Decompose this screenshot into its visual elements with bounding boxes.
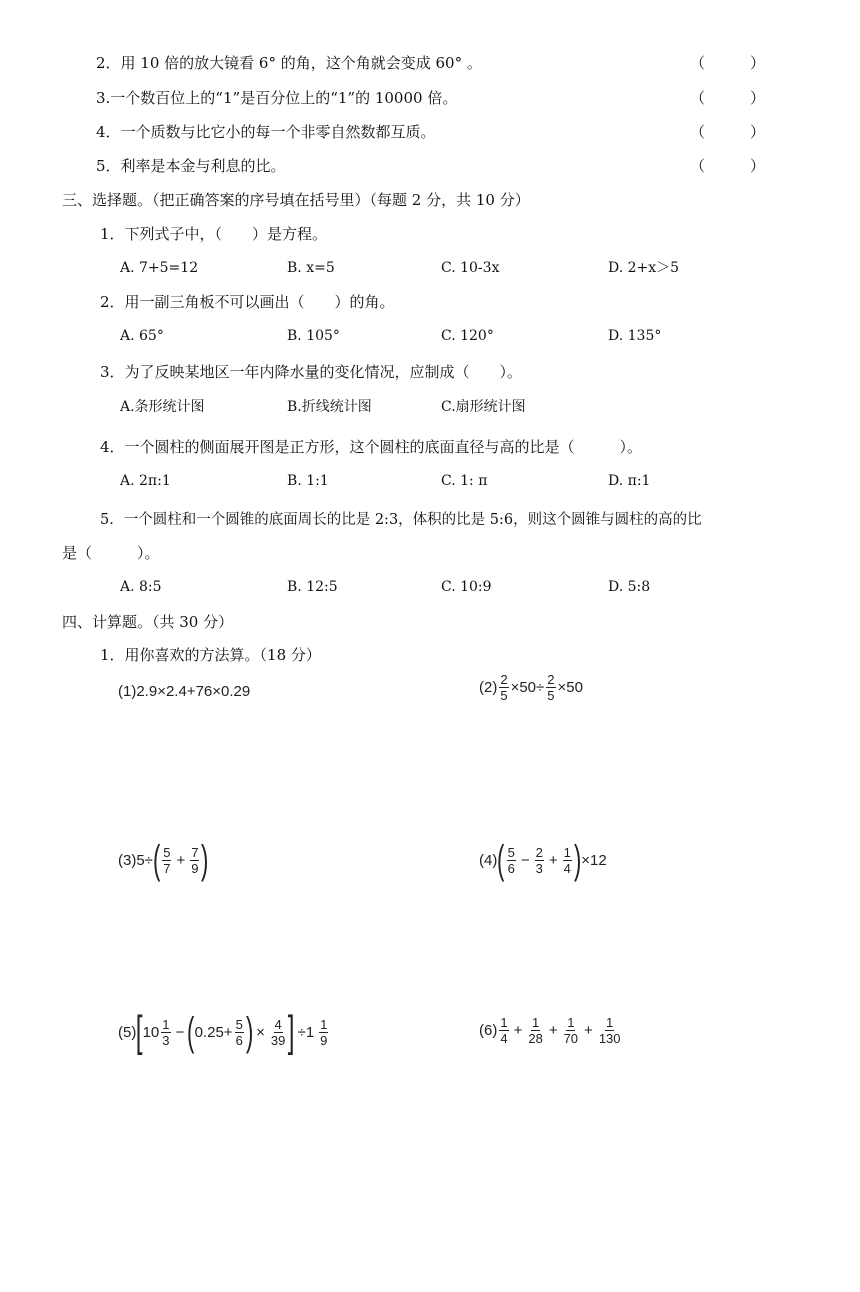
expr-label: (1)	[118, 683, 137, 700]
choice-q5: 5．一个圆柱和一个圆锥的底面周长的比是 2:3，体积的比是 5:6，则这个圆锥与圆柱的高的比	[100, 512, 702, 528]
calc-expression-3	[118, 840, 209, 880]
operator: ×	[256, 1023, 265, 1041]
calc-expression-2	[479, 672, 583, 703]
fraction: $\frac{2}{5}$	[547, 672, 555, 703]
choice-q5-cont: 是（ ）。	[62, 544, 160, 562]
left-paren: (	[152, 838, 161, 882]
choice-q2-opt-a[interactable]: A. 65°	[120, 328, 164, 344]
judge-item-4: 4．一个质数与比它小的每一个非零自然数都互质。	[96, 123, 436, 141]
choice-q2-opt-b[interactable]: B. 105°	[287, 328, 340, 344]
right-paren: )	[573, 838, 582, 882]
operator: −	[520, 851, 530, 869]
choice-q1-opt-c[interactable]: C. 10-3x	[441, 260, 500, 276]
choice-q5-opt-c[interactable]: C. 10:9	[441, 579, 492, 595]
fraction: $\frac{5}{6}$	[507, 844, 515, 876]
answer-paren-5[interactable]: （ ）	[690, 157, 766, 175]
fraction: $\frac{1}{9}$	[320, 1016, 328, 1048]
fraction: $\frac{2}{5}$	[500, 672, 508, 703]
choice-q2-opt-c[interactable]: C. 120°	[441, 328, 494, 344]
right-paren: )	[201, 838, 209, 882]
answer-paren-3[interactable]: （ ）	[690, 89, 766, 107]
choice-q1: 1．下列式子中，（ ）是方程。	[100, 225, 328, 243]
judge-item-5: 5．利率是本金与利息的比。	[96, 157, 286, 175]
fraction: $\frac{2}{3}$	[535, 844, 543, 876]
fraction: $\frac{1}{4}$	[500, 1015, 508, 1046]
expr-text: 0.25+	[194, 1023, 233, 1041]
calc-expression-6	[479, 1015, 624, 1046]
calc-expression-5	[118, 1007, 330, 1056]
expr-text: 5÷	[136, 851, 153, 869]
choice-q3-opt-c[interactable]: C.扇形统计图	[441, 399, 526, 415]
fraction: $\frac{1}{70}$	[563, 1015, 579, 1046]
expr-text: 2.9×2.4+76×0.29	[136, 683, 251, 700]
expr-label: (3)	[118, 851, 137, 869]
operator: +	[176, 851, 186, 869]
choice-q3: 3．为了反映某地区一年内降水量的变化情况，应制成（ ）。	[100, 363, 523, 381]
left-bracket: [	[136, 1007, 143, 1056]
choice-q5-opt-a[interactable]: A. 8:5	[120, 579, 162, 595]
choice-q2-opt-d[interactable]: D. 135°	[608, 328, 662, 344]
left-paren: (	[497, 838, 505, 882]
section-4-heading: 四、计算题。（共 30 分）	[62, 613, 234, 631]
operator: +	[584, 1022, 593, 1039]
expr-label: (2)	[479, 679, 498, 696]
answer-paren-2[interactable]: （ ）	[690, 54, 766, 72]
fraction: $\frac{1}{130}$	[598, 1015, 621, 1046]
fraction: $\frac{4}{39}$	[270, 1016, 286, 1048]
operator: +	[513, 1022, 523, 1039]
expr-label: (5)	[118, 1023, 137, 1041]
choice-q1-opt-a[interactable]: A. 7+5=12	[120, 260, 199, 276]
left-paren: (	[187, 1010, 195, 1054]
choice-q5-opt-d[interactable]: D. 5:8	[608, 579, 651, 595]
expr-text: ×50÷	[510, 679, 545, 696]
calc-expression-4	[479, 840, 607, 880]
right-bracket: ]	[288, 1007, 295, 1056]
choice-q4-opt-b[interactable]: B. 1:1	[287, 473, 329, 489]
calc-sub1-heading: 1．用你喜欢的方法算。（18 分）	[100, 646, 321, 664]
choice-q4-opt-a[interactable]: A. 2π:1	[120, 473, 171, 489]
choice-q2: 2．用一副三角板不可以画出（ ）的角。	[100, 293, 395, 311]
choice-q5-opt-b[interactable]: B. 12:5	[287, 579, 338, 595]
mixed-number: 10 $\frac{1}{3}$	[142, 1016, 170, 1048]
choice-q4: 4．一个圆柱的侧面展开图是正方形，这个圆柱的底面直径与高的比是（ ）。	[100, 438, 643, 456]
fraction: $\frac{7}{9}$	[191, 844, 199, 876]
operator: +	[548, 1022, 558, 1039]
choice-q1-opt-b[interactable]: B. x=5	[287, 260, 335, 276]
calc-expression-1	[118, 683, 250, 700]
fraction: $\frac{1}{28}$	[528, 1015, 543, 1046]
fraction: $\frac{5}{6}$	[235, 1016, 243, 1048]
expr-text: ×50	[557, 679, 583, 696]
expr-label: (4)	[479, 851, 498, 869]
operator: ÷1	[297, 1023, 315, 1041]
expr-text: ×12	[581, 851, 607, 869]
expr-label: (6)	[479, 1022, 498, 1039]
choice-q1-opt-d[interactable]: D. 2+x＞5	[608, 260, 680, 276]
answer-paren-4[interactable]: （ ）	[690, 123, 766, 141]
operator: −	[175, 1023, 185, 1041]
judge-item-3: 3.一个数百位上的“1”是百分位上的“1”的 10000 倍。	[96, 89, 458, 107]
right-paren: )	[245, 1010, 254, 1054]
choice-q4-opt-d[interactable]: D. π:1	[608, 473, 651, 489]
section-3-heading: 三、选择题。（把正确答案的序号填在括号里）（每题 2 分，共 10 分）	[62, 191, 530, 209]
operator: +	[548, 851, 558, 869]
choice-q4-opt-c[interactable]: C. 1: π	[441, 473, 488, 489]
choice-q3-opt-a[interactable]: A.条形统计图	[120, 399, 205, 415]
choice-q3-opt-b[interactable]: B.折线统计图	[287, 399, 372, 415]
fraction: $\frac{5}{7}$	[163, 844, 171, 876]
fraction: $\frac{1}{4}$	[563, 844, 571, 876]
judge-item-2: 2．用 10 倍的放大镜看 6° 的角，这个角就会变成 60° 。	[96, 54, 482, 72]
